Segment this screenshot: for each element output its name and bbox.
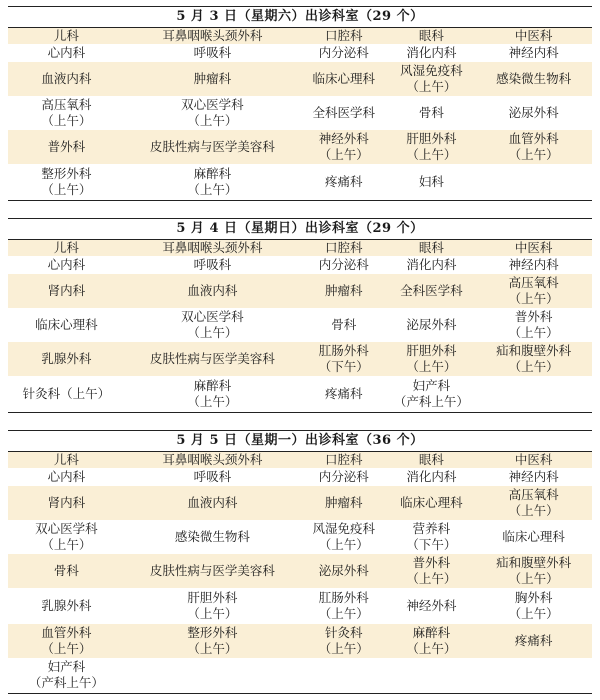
department-name: 眼科 [418,240,444,255]
department-name: 泌尿外科 [318,563,369,578]
department-cell [475,554,592,588]
department-hours: （产科上午） [393,393,469,409]
department-cell [8,624,125,658]
department-name: 儿科 [53,452,79,467]
department-cell [125,44,300,62]
department-name: 普外科 [514,309,553,324]
department-cell [475,486,592,520]
department-cell [388,554,476,588]
department-hours: （上午） [41,537,92,552]
table-row [8,468,592,486]
table-row [8,240,592,256]
department-name: 肿瘤科 [325,495,363,510]
department-hours: （上午） [41,113,92,128]
department-hours: （上午） [187,325,238,340]
table-row [8,96,592,130]
department-cell [388,96,476,130]
department-hours: （上午） [41,181,92,197]
department-name: 肝胆外科 [187,590,238,605]
department-cell [125,486,300,520]
schedule-section-may3 [8,6,592,201]
department-hours: （上午） [41,641,92,656]
department-name: 儿科 [53,28,79,43]
department-cell [125,62,300,96]
department-table [8,28,592,201]
department-cell [300,240,388,256]
department-cell [475,624,592,658]
department-cell [8,274,125,308]
department-cell [125,624,300,658]
department-cell [388,28,476,44]
department-cell [300,520,388,554]
table-row [8,588,592,624]
department-hours: （上午） [318,537,369,552]
department-cell [475,240,592,256]
table-row [8,452,592,468]
department-name: 呼吸科 [193,257,232,272]
department-cell [475,256,592,274]
department-name: 心内科 [47,469,86,484]
department-name: 口腔科 [325,28,363,43]
department-cell [388,520,476,554]
department-hours: （上午） [508,147,559,162]
department-cell [388,486,476,520]
department-cell [8,96,125,130]
department-cell [125,554,300,588]
department-hours: （上午） [508,606,559,621]
department-cell [475,588,592,624]
department-name: 神经内科 [508,45,559,60]
department-name: 血管外科 [508,131,559,146]
department-name: 疼痛科 [325,385,363,401]
department-cell [300,624,388,658]
department-cell [8,486,125,520]
department-cell [125,164,300,200]
table-row [8,164,592,200]
schedule-section-may4 [8,218,592,413]
table-row [8,308,592,342]
department-name: 双心医学科 [181,97,244,112]
department-hours: （上午） [187,641,238,656]
department-hours: （上午） [406,79,457,94]
department-cell [125,468,300,486]
department-cell [8,376,125,412]
department-cell [300,274,388,308]
department-cell [475,130,592,164]
table-row [8,44,592,62]
department-name: 肛肠外科 [318,343,369,358]
department-name: 神经内科 [508,469,559,484]
department-name: 感染微生物科 [174,529,250,544]
department-cell [300,308,388,342]
department-name: 疼痛科 [325,173,363,189]
department-name: 口腔科 [325,452,363,467]
department-name: 妇产科 [47,659,86,675]
department-cell [8,164,125,200]
department-name: 神经内科 [508,257,559,272]
department-name: 儿科 [53,240,79,255]
department-cell [475,62,592,96]
department-cell [388,376,476,412]
department-cell [475,658,592,693]
department-name: 肝胆外科 [406,343,457,358]
department-table [8,240,592,413]
department-name: 疼痛科 [514,633,553,648]
department-cell [475,28,592,44]
department-name: 中医科 [514,452,553,467]
department-name: 骨科 [418,105,444,120]
table-row [8,62,592,96]
department-cell [475,376,592,412]
department-table [8,452,592,694]
department-cell [300,164,388,200]
department-name: 眼科 [418,28,444,43]
department-cell [388,256,476,274]
department-name: 疝和腹壁外科 [496,343,572,358]
department-name: 妇产科 [412,377,451,393]
department-name: 乳腺外科 [41,351,92,366]
department-cell [8,554,125,588]
department-name: 耳鼻咽喉头颈外科 [162,240,263,255]
department-cell [300,468,388,486]
department-name: 普外科 [47,139,86,154]
department-cell [388,452,476,468]
table-row [8,130,592,164]
department-cell [388,468,476,486]
department-hours: （下午） [406,537,457,552]
department-hours: （上午） [508,325,559,340]
department-name: 心内科 [47,45,86,60]
department-name: 肿瘤科 [325,283,363,298]
department-name: 临床心理科 [400,495,463,510]
department-cell [300,62,388,96]
department-cell [300,130,388,164]
department-name: 妇科 [418,173,444,189]
department-name: 耳鼻咽喉头颈外科 [162,452,263,467]
department-name: 消化内科 [406,45,457,60]
department-name: 眼科 [418,452,444,467]
department-name: 针灸科 [325,625,363,640]
department-name: 感染微生物科 [496,71,572,86]
department-cell [8,62,125,96]
department-cell [8,240,125,256]
department-name: 泌尿外科 [508,105,559,120]
department-name: 口腔科 [325,240,363,255]
department-cell [125,274,300,308]
department-cell [475,274,592,308]
department-name: 营养科 [412,521,451,536]
department-name: 消化内科 [406,257,457,272]
department-hours: （上午） [406,571,457,586]
department-name: 内分泌科 [318,257,369,272]
department-name: 麻醉科 [412,625,451,640]
department-hours: （上午） [318,606,369,621]
department-cell [388,240,476,256]
department-hours: （产科上午） [28,675,104,691]
department-name: 高压氧科 [508,487,559,502]
department-name: 风湿免疫科 [400,63,463,78]
department-name: 肝胆外科 [406,131,457,146]
department-hours: （上午） [406,359,457,374]
department-cell [8,520,125,554]
department-cell [125,520,300,554]
department-cell [8,588,125,624]
table-row [8,342,592,376]
table-row [8,520,592,554]
department-name: 普外科 [412,555,451,570]
section-title: 5 月 3 日（星期六）出诊科室（29 个） [8,6,592,28]
department-name: 临床心理科 [502,529,565,544]
department-cell [300,376,388,412]
department-name: 呼吸科 [193,469,232,484]
department-name: 血管外科 [41,625,92,640]
department-hours: （上午） [406,641,457,656]
table-row [8,28,592,44]
department-hours: （上午） [318,147,369,162]
department-hours: （上午） [187,113,238,128]
department-name: 肾内科 [47,495,86,510]
department-cell [8,130,125,164]
department-name: 皮肤性病与医学美容科 [149,139,275,154]
department-cell [300,452,388,468]
department-name: 双心医学科 [181,309,244,324]
department-cell [388,588,476,624]
department-cell [125,96,300,130]
department-name: 骨科 [331,317,357,332]
department-cell [125,308,300,342]
department-cell [475,96,592,130]
department-name: 双心医学科 [35,521,98,536]
department-cell [475,342,592,376]
table-row [8,658,592,693]
department-cell [300,28,388,44]
department-cell [8,28,125,44]
department-name: 中医科 [514,240,553,255]
department-cell [475,520,592,554]
department-name: 麻醉科 [193,165,232,181]
department-hours: （上午） [508,291,559,306]
department-cell [8,44,125,62]
department-name: 疝和腹壁外科 [496,555,572,570]
department-name: 全科医学科 [312,105,376,120]
department-cell [388,274,476,308]
department-cell [300,554,388,588]
department-name: 高压氧科 [508,275,559,290]
department-name: 泌尿外科 [406,317,457,332]
department-name: 针灸科（上午） [22,385,111,401]
department-cell [8,342,125,376]
department-cell [388,624,476,658]
department-cell [8,452,125,468]
department-cell [8,468,125,486]
department-hours: （上午） [406,147,457,162]
department-cell [475,452,592,468]
department-hours: （上午） [187,606,238,621]
department-cell [300,658,388,693]
department-name: 血液内科 [41,71,92,86]
table-row [8,256,592,274]
department-cell [8,256,125,274]
department-cell [125,342,300,376]
department-name: 皮肤性病与医学美容科 [149,351,275,366]
department-cell [125,240,300,256]
department-hours: （上午） [508,571,559,586]
department-name: 内分泌科 [318,469,369,484]
department-cell [125,256,300,274]
department-cell [125,658,300,693]
department-cell [8,308,125,342]
department-cell [475,308,592,342]
department-name: 肿瘤科 [193,71,232,86]
table-row [8,274,592,308]
department-cell [125,452,300,468]
section-title: 5 月 4 日（星期日）出诊科室（29 个） [8,218,592,240]
department-cell [125,588,300,624]
department-cell [388,130,476,164]
department-cell [388,164,476,200]
department-cell [475,468,592,486]
department-cell [300,486,388,520]
table-row [8,376,592,412]
department-cell [300,44,388,62]
department-cell [300,588,388,624]
department-name: 高压氧科 [41,97,92,112]
department-name: 乳腺外科 [41,598,92,613]
department-name: 全科医学科 [400,283,463,298]
department-cell [475,164,592,200]
table-row [8,554,592,588]
department-hours: （上午） [187,181,238,197]
table-row [8,624,592,658]
department-name: 肾内科 [47,283,86,298]
department-name: 呼吸科 [193,45,232,60]
department-name: 神经外科 [318,131,369,146]
department-name: 内分泌科 [318,45,369,60]
department-hours: （上午） [508,503,559,518]
department-cell [300,342,388,376]
department-cell [388,308,476,342]
department-name: 麻醉科 [193,377,232,393]
department-cell [300,96,388,130]
department-name: 临床心理科 [35,317,98,332]
department-name: 血液内科 [187,495,238,510]
department-cell [125,130,300,164]
department-cell [8,658,125,693]
department-cell [125,28,300,44]
department-name: 临床心理科 [312,71,376,86]
schedule-section-may5 [8,430,592,694]
department-name: 血液内科 [187,283,238,298]
department-name: 中医科 [514,28,553,43]
department-hours: （上午） [318,641,369,656]
department-cell [475,44,592,62]
section-title: 5 月 5 日（星期一）出诊科室（36 个） [8,430,592,452]
department-cell [388,658,476,693]
department-cell [125,376,300,412]
department-name: 胸外科 [514,590,553,605]
department-cell [388,342,476,376]
department-name: 神经外科 [406,598,457,613]
department-name: 皮肤性病与医学美容科 [149,563,275,578]
department-name: 消化内科 [406,469,457,484]
department-name: 骨科 [53,563,79,578]
department-hours: （下午） [318,359,369,374]
department-name: 整形外科 [187,625,238,640]
department-hours: （上午） [508,359,559,374]
department-cell [388,44,476,62]
table-row [8,486,592,520]
department-name: 肛肠外科 [318,590,369,605]
department-name: 整形外科 [41,165,92,181]
department-hours: （上午） [187,393,238,409]
department-cell [388,62,476,96]
department-name: 耳鼻咽喉头颈外科 [162,28,263,43]
department-cell [300,256,388,274]
department-name: 心内科 [47,257,86,272]
department-name: 风湿免疫科 [312,521,376,536]
